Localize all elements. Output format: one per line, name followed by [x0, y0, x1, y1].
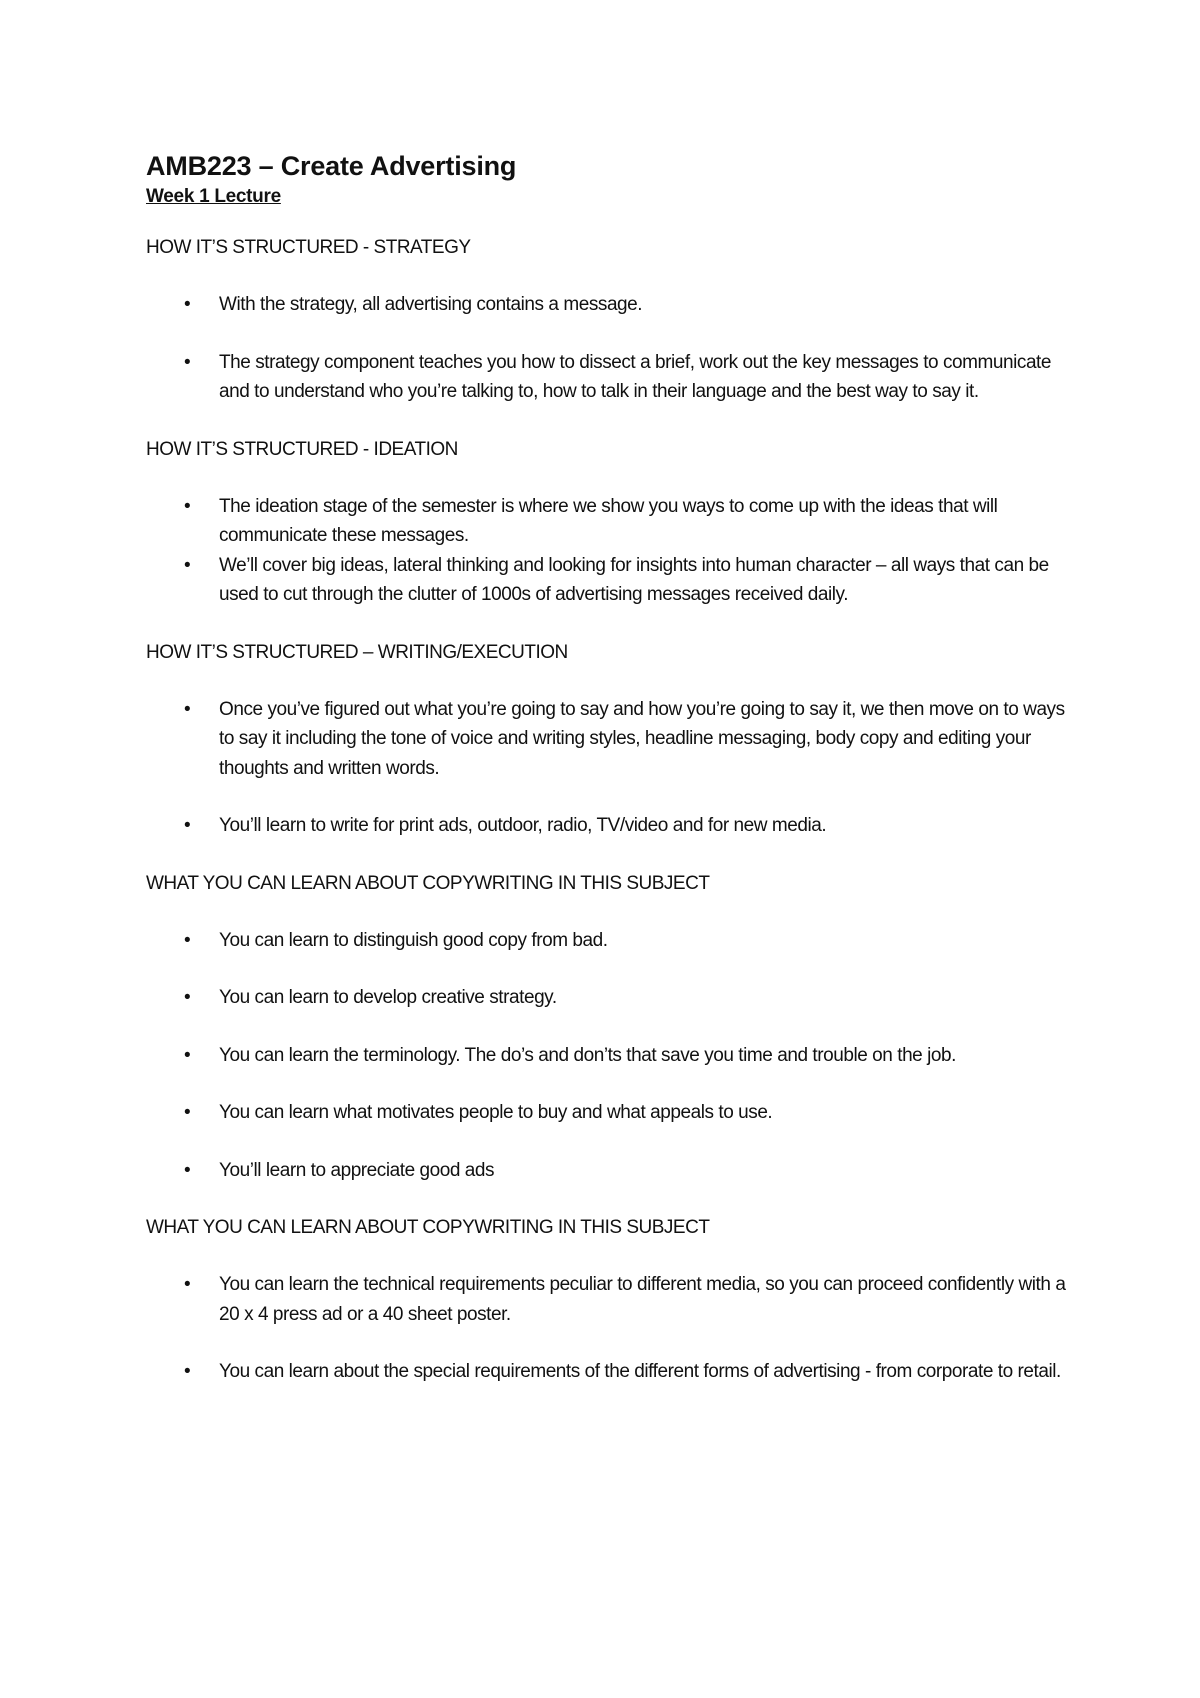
bullet-icon: •	[184, 1159, 191, 1181]
bullet-icon: •	[184, 815, 191, 836]
section-heading: WHAT YOU CAN LEARN ABOUT COPYWRITING IN THIS SUBJECT	[146, 872, 710, 894]
list-item-text: You can learn to distinguish good copy from bad.	[219, 929, 608, 951]
section-writing-execution	[146, 638, 1066, 841]
list-item-text: You can learn to develop creative strategy.	[219, 987, 557, 1008]
section-heading: HOW IT’S STRUCTURED - IDEATION	[146, 438, 458, 460]
bullet-icon: •	[184, 554, 191, 576]
bullet-list	[146, 926, 1066, 1186]
list-item	[146, 1098, 1066, 1128]
bullet-list	[146, 695, 1066, 841]
section-heading: HOW IT’S STRUCTURED - STRATEGY	[146, 237, 471, 258]
section-strategy	[146, 233, 1066, 407]
list-item-text: You can learn the technical requirements peculiar to different media, so you can proceed confidently with a 20 x 4 press ad or a 40 sheet poster.	[219, 1274, 1066, 1325]
list-item-text: The ideation stage of the semester is where we show you ways to come up with the ideas that will communicate these messages.	[219, 495, 998, 546]
list-item-text: Once you’ve figured out what you’re going to say and how you’re going to say it, we then move on to ways to say it including the tone of voice and writing styles, headline messaging, body copy and editing your thoughts and written words.	[219, 698, 1065, 779]
list-item	[146, 695, 1066, 784]
bullet-icon: •	[184, 1044, 191, 1066]
bullet-list	[146, 290, 1066, 407]
list-item	[146, 1270, 1066, 1329]
list-item-text: You can learn about the special requirements of the different forms of advertising - from corporate to retail.	[219, 1361, 1061, 1382]
list-item-text: The strategy component teaches you how to dissect a brief, work out the key messages to communicate and to understand who you’re talking to, how to talk in their language and the best way to say it.	[219, 351, 1052, 402]
bullet-list	[146, 1270, 1066, 1387]
list-item	[146, 926, 1066, 956]
section-heading: HOW IT’S STRUCTURED – WRITING/EXECUTION	[146, 641, 568, 663]
list-item	[146, 492, 1066, 551]
section-ideation	[146, 435, 1066, 610]
list-item	[146, 348, 1066, 407]
list-item	[146, 290, 1066, 320]
bullet-list	[146, 492, 1066, 610]
list-item	[146, 1156, 1066, 1186]
list-item	[146, 1357, 1066, 1387]
bullet-icon: •	[184, 1274, 191, 1295]
list-item	[146, 983, 1066, 1013]
list-item-text: You’ll learn to write for print ads, outdoor, radio, TV/video and for new media.	[219, 815, 827, 836]
bullet-icon: •	[184, 294, 191, 315]
section-copywriting-learn-2	[146, 1213, 1066, 1387]
bullet-icon: •	[184, 929, 191, 951]
list-item-text: You can learn what motivates people to buy and what appeals to use.	[219, 1102, 773, 1123]
document-title: AMB223 – Create Advertising	[146, 151, 517, 181]
bullet-icon: •	[184, 698, 191, 720]
list-item-text: We’ll cover big ideas, lateral thinking and looking for insights into human character – all ways that can be used to cut through the clutter of 1000s of advertising messages received daily.	[219, 554, 1049, 605]
list-item	[146, 551, 1066, 610]
list-item	[146, 1041, 1066, 1071]
list-item-text: You’ll learn to appreciate good ads	[219, 1159, 495, 1181]
section-heading: WHAT YOU CAN LEARN ABOUT COPYWRITING IN THIS SUBJECT	[146, 1217, 710, 1238]
list-item-text: With the strategy, all advertising contains a message.	[219, 294, 643, 315]
list-item	[146, 811, 1066, 841]
list-item-text: You can learn the terminology. The do’s and don’ts that save you time and trouble on the job.	[219, 1044, 956, 1066]
bullet-icon: •	[184, 987, 191, 1008]
bullet-icon: •	[184, 1361, 191, 1382]
document-subtitle: Week 1 Lecture	[146, 186, 281, 207]
section-copywriting-learn	[146, 869, 1066, 1186]
bullet-icon: •	[184, 495, 191, 517]
bullet-icon: •	[184, 1102, 191, 1123]
document-page	[146, 148, 1066, 1387]
bullet-icon: •	[184, 351, 191, 373]
